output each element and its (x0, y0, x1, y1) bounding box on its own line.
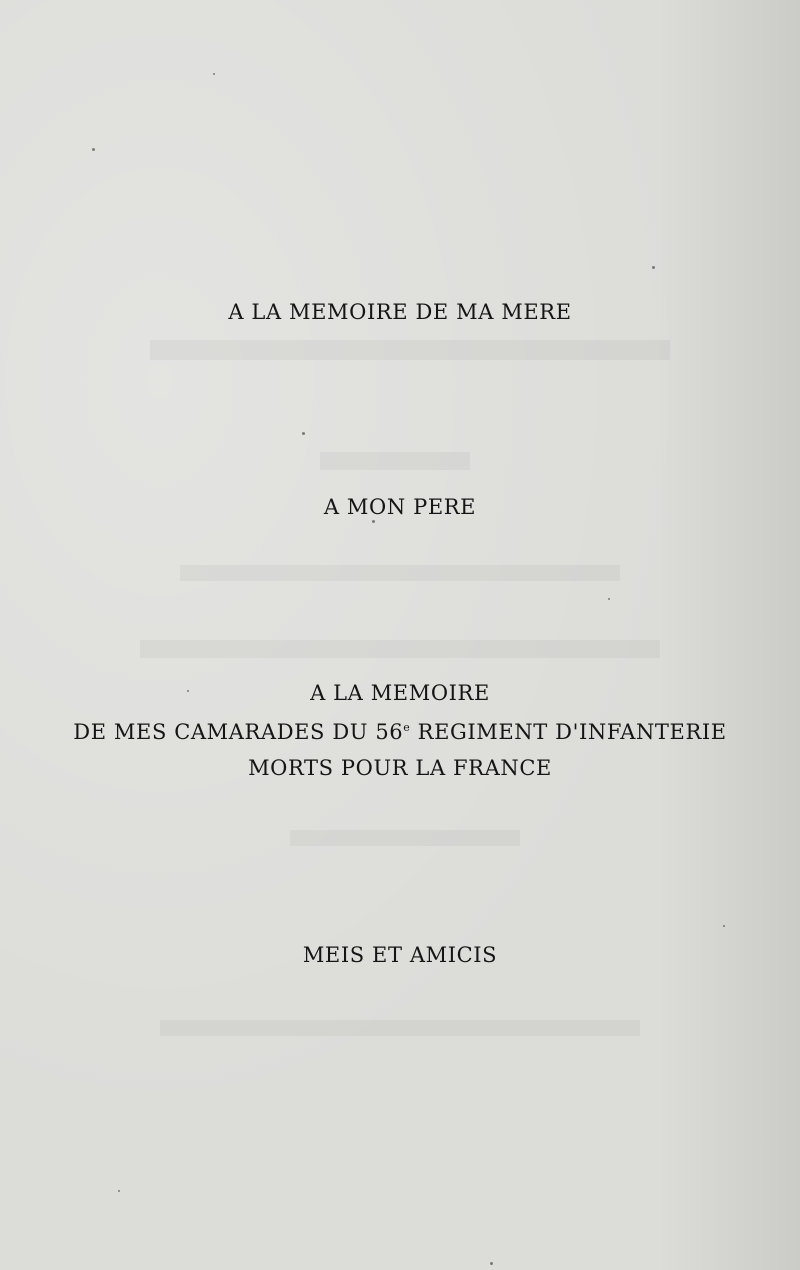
dedication-memory-heading: A LA MEMOIRE (310, 681, 490, 705)
paper-speck (92, 148, 95, 151)
dedication-father: A MON PERE (323, 495, 477, 519)
paper-speck (608, 598, 610, 600)
dedication-comrades-regiment: REGIMENT D'INFANTERIE (410, 720, 727, 744)
paper-speck (372, 520, 375, 523)
show-through-texture (320, 452, 470, 470)
dedication-friends: MEIS ET AMICIS (302, 943, 498, 967)
paper-speck (302, 432, 305, 435)
dedication-fallen: MORTS POUR LA FRANCE (248, 756, 552, 780)
paper-speck (490, 1262, 493, 1265)
dedication-mother: A LA MEMOIRE DE MA MERE (228, 300, 572, 324)
dedication-comrades (0, 720, 800, 744)
dedication-comrades-ordinal: e (403, 721, 411, 734)
paper-speck (723, 925, 725, 927)
show-through-texture (290, 830, 520, 846)
paper-speck (213, 73, 215, 75)
show-through-texture (160, 1020, 640, 1036)
show-through-texture (140, 640, 660, 658)
paper-speck (652, 266, 655, 269)
show-through-texture (180, 565, 620, 581)
show-through-texture (150, 340, 670, 360)
paper-speck (118, 1190, 120, 1192)
dedication-comrades-text: DE MES CAMARADES DU 56 (73, 720, 404, 744)
